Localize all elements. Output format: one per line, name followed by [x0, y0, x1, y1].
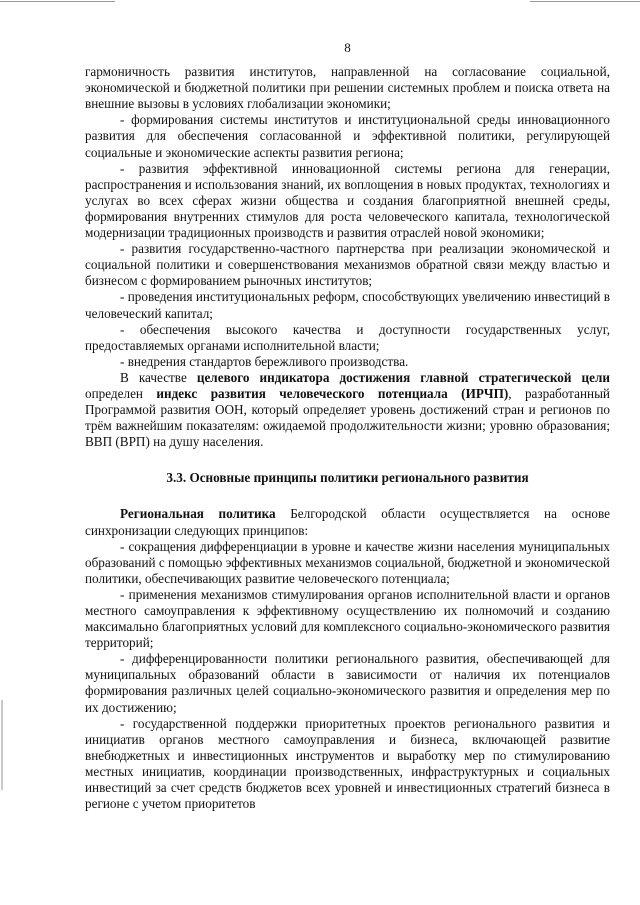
text-blocks — [85, 64, 610, 812]
section-heading: 3.3. Основные принципы политики регионального развития — [166, 470, 529, 486]
text-run: , разработанный Программой развития ООН, который определяет уровень достижений стран и регионов по трём важнейшим показателям: ожидаемой продолжительности жизни; уровню образования; ВВП (ВРП) на душу населения. — [85, 385, 610, 450]
paragraph: - государственной поддержки приоритетных проектов регионального развития и инициатив органов местного самоуправления и бизнеса, включающей развитие внебюджетных и инвестиционных инструментов и выработку мер по стимулированию местных инициатив, координации производственных, инфраструктурных и социальных инвестиций за счет средств бюджетов всех уровней и инвестиционных стратегий бизнеса в регионе с учетом приоритетов — [85, 715, 610, 812]
page-number: 8 — [344, 40, 351, 55]
paragraph: - развития эффективной инновационной системы региона для генерации, распространения и использования знаний, их воплощения в новых продуктах, технологиях и услугах во всех сферах жизни общества и создания благоприятной внешней среды, формирования внутренних стимулов для роста человеческого капитала, технологической модернизации традиционных производств и развития отраслей новой экономики; — [85, 160, 610, 241]
paragraph: - формирования системы институтов и институциональной среды инновационного развития для обеспечения согласованной и эффективной политики, регулирующей социальные и экономические аспекты развития региона; — [85, 112, 610, 160]
paragraph: гармоничность развития институтов, направленной на согласование социальной, экономической и бюджетной политики при решении системных проблем и поиска ответа на внешние вызовы в условиях глобализации экономики; — [85, 64, 610, 112]
paragraph — [85, 370, 610, 450]
page-text — [85, 40, 610, 812]
scan-edge-line — [0, 1, 115, 2]
paragraph: - обеспечения высокого качества и доступности государственных услуг, предоставляемых органами исполнительной власти; — [85, 321, 610, 353]
paragraph: - внедрения стандартов бережливого производства. — [120, 353, 409, 369]
text-run: В качестве — [120, 369, 197, 385]
scan-edge-line — [530, 1, 640, 2]
bold-text: индекс развития человеческого потенциала (ИРЧП) — [156, 385, 509, 401]
scan-margin-mark — [1, 700, 3, 790]
bold-text: Региональная политика — [120, 506, 276, 522]
paragraph: - сокращения дифференциации в уровне и качестве жизни населения муниципальных образований с помощью эффективных механизмов социальной, бюджетной и экономической политики, обеспечивающих развитие человеческого потенциала; — [85, 538, 610, 586]
paragraph: - проведения институциональных реформ, способствующих увеличению инвестиций в человеческий капитал; — [85, 289, 610, 321]
paragraph: - применения механизмов стимулирования органов исполнительной власти и органов местного самоуправления к эффективному осуществлению их полномочий и созданию максимально благоприятных условий для комплексного социально-экономического развития территорий; — [85, 586, 610, 651]
text-run: Белгородской области осуществляется на основе синхронизации следующих принципов: — [85, 506, 610, 538]
paragraph — [85, 506, 610, 538]
text-run: определен — [85, 385, 157, 401]
paragraph: - дифференцированности политики регионального развития, обеспечивающей для муниципальных образований области в зависимости от наличия их потенциалов формирования различных целей социально-экономического развития и определения мер по их достижению; — [85, 651, 610, 715]
bold-text: целевого индикатора достижения главной стратегической цели — [196, 369, 610, 385]
paragraph: - развития государственно-частного партнерства при реализации экономической и социальной политики и совершенствования механизмов обратной связи между властью и бизнесом с формированием рыночных институтов; — [85, 241, 610, 289]
